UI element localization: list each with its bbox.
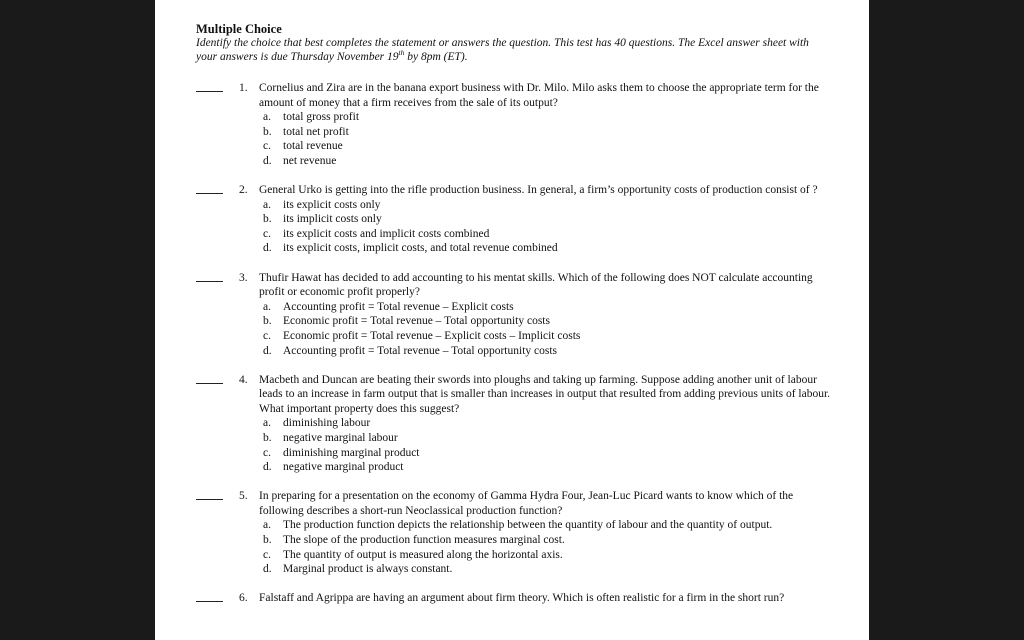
answer-option <box>259 227 831 242</box>
question-text: Falstaff and Agrippa are having an argument about firm theory. Which is often realistic for a firm in the short run? <box>259 592 785 605</box>
option-text: Economic profit = Total revenue – Total opportunity costs <box>283 315 550 328</box>
option-letter: a. <box>263 417 271 430</box>
question-number: 5. <box>239 490 248 503</box>
question-item <box>196 591 831 606</box>
option-letter: a. <box>263 519 271 532</box>
option-letter: b. <box>263 534 272 547</box>
answer-option <box>259 431 831 446</box>
question-item <box>196 271 831 359</box>
answer-option <box>259 548 831 563</box>
option-text: negative marginal product <box>283 461 404 474</box>
question-number: 3. <box>239 271 248 284</box>
answer-option <box>259 110 831 125</box>
option-text: Accounting profit = Total revenue – Total opportunity costs <box>283 344 558 357</box>
option-letter: b. <box>263 431 272 444</box>
question-text: Thufir Hawat has decided to add accounting to his mentat skills. Which of the following does NOT calculate accounting profit or economic profit properly? <box>259 271 813 299</box>
instructions-text-end: by 8pm (ET). <box>404 51 468 63</box>
option-letter: c. <box>263 446 271 459</box>
question-number: 4. <box>239 373 248 386</box>
section-heading: Multiple Choice <box>196 22 282 36</box>
question-text: Macbeth and Duncan are beating their swords into ploughs and taking up farming. Suppose adding another unit of labour leads to an increase in farm output that is smaller than increases in output that resulted from adding previous units of labour. What important property does this suggest? <box>259 373 831 415</box>
answer-blank <box>196 81 223 92</box>
option-text: its implicit costs only <box>283 213 382 226</box>
option-letter: c. <box>263 140 271 153</box>
answer-option <box>259 198 831 213</box>
question-number: 2. <box>239 184 248 197</box>
answer-blank <box>196 489 223 500</box>
answer-option <box>259 241 831 256</box>
option-letter: d. <box>263 563 272 576</box>
answer-option <box>259 344 831 359</box>
question-item <box>196 373 831 475</box>
option-text: its explicit costs and implicit costs combined <box>283 227 490 240</box>
question-item <box>196 81 831 169</box>
answer-option <box>259 300 831 315</box>
answer-option <box>259 125 831 140</box>
option-letter: b. <box>263 213 272 226</box>
instructions <box>196 36 831 64</box>
option-text: diminishing labour <box>283 417 371 430</box>
answer-blank <box>196 591 223 602</box>
answer-option <box>259 562 831 577</box>
question-text: Cornelius and Zira are in the banana export business with Dr. Milo. Milo asks them to choose the appropriate term for the amount of money that a firm receives from the sale of its output? <box>259 82 819 109</box>
answer-option <box>259 314 831 329</box>
option-text: its explicit costs, implicit costs, and total revenue combined <box>283 242 558 255</box>
question-text: General Urko is getting into the rifle production business. In general, a firm’s opportunity costs of production consist of ? <box>259 184 818 197</box>
option-letter: d. <box>263 461 272 474</box>
question-text: In preparing for a presentation on the economy of Gamma Hydra Four, Jean-Luc Picard wants to know which of the following describes a short-run Neoclassical production function? <box>259 490 794 517</box>
option-letter: d. <box>263 154 272 167</box>
answer-option <box>259 460 831 475</box>
option-text: The production function depicts the relationship between the quantity of labour and the quantity of output. <box>283 519 773 532</box>
document-page <box>155 0 869 640</box>
option-letter: c. <box>263 329 271 342</box>
option-text: Accounting profit = Total revenue – Explicit costs <box>283 300 514 313</box>
answer-option <box>259 533 831 548</box>
option-text: total net profit <box>283 125 349 138</box>
option-letter: a. <box>263 300 271 313</box>
answer-option <box>259 416 831 431</box>
option-text: The quantity of output is measured along the horizontal axis. <box>283 548 563 561</box>
option-text: negative marginal labour <box>283 431 398 444</box>
answer-option <box>259 212 831 227</box>
answer-option <box>259 518 831 533</box>
instructions-text: Identify the choice that best completes the statement or answers the question. This test has 40 questions. The Excel answer sheet with your answers is due Thursday November 19 <box>196 37 809 63</box>
answer-blank <box>196 271 223 282</box>
answer-option <box>259 446 831 461</box>
question-item <box>196 183 831 256</box>
option-text: Marginal product is always constant. <box>283 563 453 576</box>
option-text: Economic profit = Total revenue – Explicit costs – Implicit costs <box>283 329 581 342</box>
option-letter: d. <box>263 344 272 357</box>
option-text: diminishing marginal product <box>283 446 420 459</box>
answer-option <box>259 154 831 169</box>
option-letter: b. <box>263 125 272 138</box>
answer-blank <box>196 373 223 384</box>
question-list <box>196 81 831 606</box>
document-content <box>196 22 831 620</box>
question-number: 6. <box>239 592 248 605</box>
option-letter: d. <box>263 242 272 255</box>
option-text: total revenue <box>283 140 343 153</box>
option-letter: a. <box>263 111 271 124</box>
answer-option <box>259 139 831 154</box>
question-number: 1. <box>239 82 248 94</box>
answer-option <box>259 329 831 344</box>
answer-blank <box>196 183 223 194</box>
option-text: its explicit costs only <box>283 198 381 211</box>
option-text: The slope of the production function measures marginal cost. <box>283 534 565 547</box>
option-letter: a. <box>263 198 271 211</box>
option-letter: b. <box>263 315 272 328</box>
option-letter: c. <box>263 548 271 561</box>
question-item <box>196 489 831 577</box>
option-letter: c. <box>263 227 271 240</box>
option-text: net revenue <box>283 154 337 167</box>
instructions-superscript: th <box>398 48 405 58</box>
option-text: total gross profit <box>283 111 360 124</box>
